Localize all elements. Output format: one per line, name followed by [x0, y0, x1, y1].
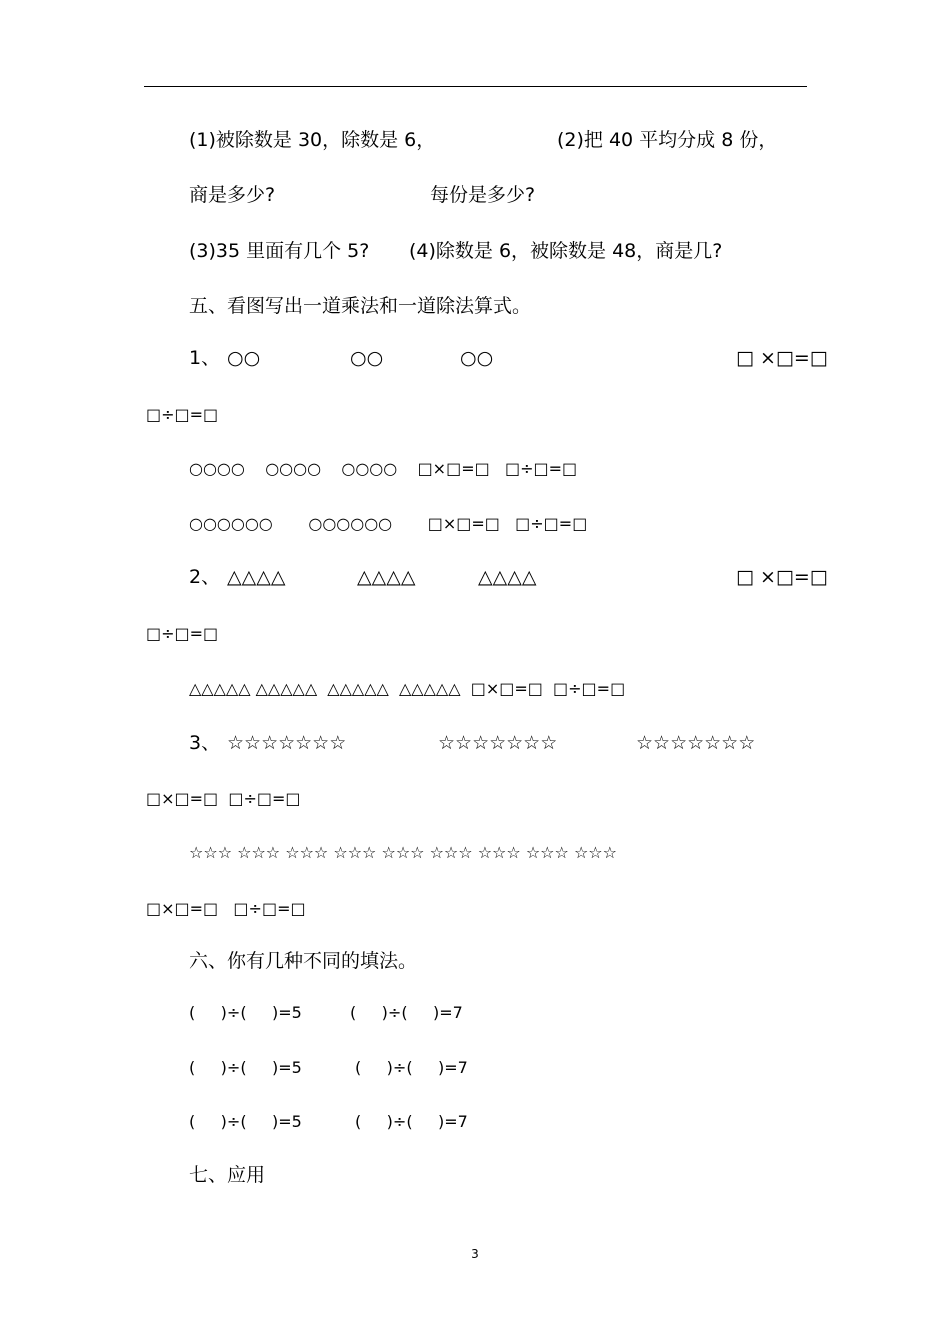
- circle-group: ○○: [227, 347, 261, 369]
- multiplication-blank: □ ×□=□: [736, 347, 828, 369]
- multiplication-blank: □ ×□=□: [736, 566, 828, 588]
- fill-blank-7: ( )÷( )=7: [355, 1058, 468, 1077]
- section-5-heading: 五、看图写出一道乘法和一道除法算式。: [189, 295, 532, 317]
- item-2-label: 2、: [189, 566, 221, 588]
- fill-blank-5: ( )÷( )=5: [189, 1003, 302, 1022]
- star-group: ☆☆☆☆☆☆☆: [227, 732, 347, 754]
- circle-row-4s: ○○○○ ○○○○ ○○○○ □×□=□ □÷□=□: [189, 459, 578, 478]
- division-blank: □÷□=□: [146, 624, 219, 643]
- star-row-3s: ☆☆☆ ☆☆☆ ☆☆☆ ☆☆☆ ☆☆☆ ☆☆☆ ☆☆☆ ☆☆☆ ☆☆☆: [189, 843, 617, 862]
- problem-1-line-2: 商是多少?: [189, 184, 276, 206]
- fill-blank-5: ( )÷( )=5: [189, 1058, 302, 1077]
- fill-blank-7: ( )÷( )=7: [355, 1112, 468, 1131]
- circle-group: ○○: [350, 347, 384, 369]
- problem-1-line-1: (1)被除数是 30，除数是 6，: [189, 129, 436, 151]
- triangle-row-5s: △△△△△ △△△△△ △△△△△ △△△△△ □×□=□ □÷□=□: [189, 679, 626, 698]
- problem-2-line-1: (2)把 40 平均分成 8 份，: [557, 129, 778, 151]
- section-6-heading: 六、你有几种不同的填法。: [189, 950, 418, 972]
- section-7-heading: 七、应用: [189, 1164, 266, 1186]
- problem-4: (4)除数是 6，被除数是 48，商是几?: [409, 240, 723, 262]
- problem-3: (3)35 里面有几个 5?: [189, 240, 370, 262]
- star-group: ☆☆☆☆☆☆☆: [438, 732, 558, 754]
- triangle-group: △△△△: [357, 566, 416, 588]
- triangle-group: △△△△: [227, 566, 286, 588]
- circle-row-6s: ○○○○○○ ○○○○○○ □×□=□ □÷□=□: [189, 514, 588, 533]
- item-1-label: 1、: [189, 347, 221, 369]
- fill-blank-7: ( )÷( )=7: [350, 1003, 463, 1022]
- triangle-group: △△△△: [478, 566, 537, 588]
- star-group: ☆☆☆☆☆☆☆: [636, 732, 756, 754]
- circle-group: ○○: [460, 347, 494, 369]
- division-blank: □÷□=□: [146, 405, 219, 424]
- header-rule: [144, 86, 807, 87]
- item-3-label: 3、: [189, 732, 221, 754]
- fill-blank-5: ( )÷( )=5: [189, 1112, 302, 1131]
- page-number: 3: [471, 1247, 479, 1261]
- star-equation-blanks-2: □×□=□ □÷□=□: [146, 899, 306, 918]
- problem-2-line-2: 每份是多少?: [430, 184, 536, 206]
- star-equation-blanks: □×□=□ □÷□=□: [146, 789, 301, 808]
